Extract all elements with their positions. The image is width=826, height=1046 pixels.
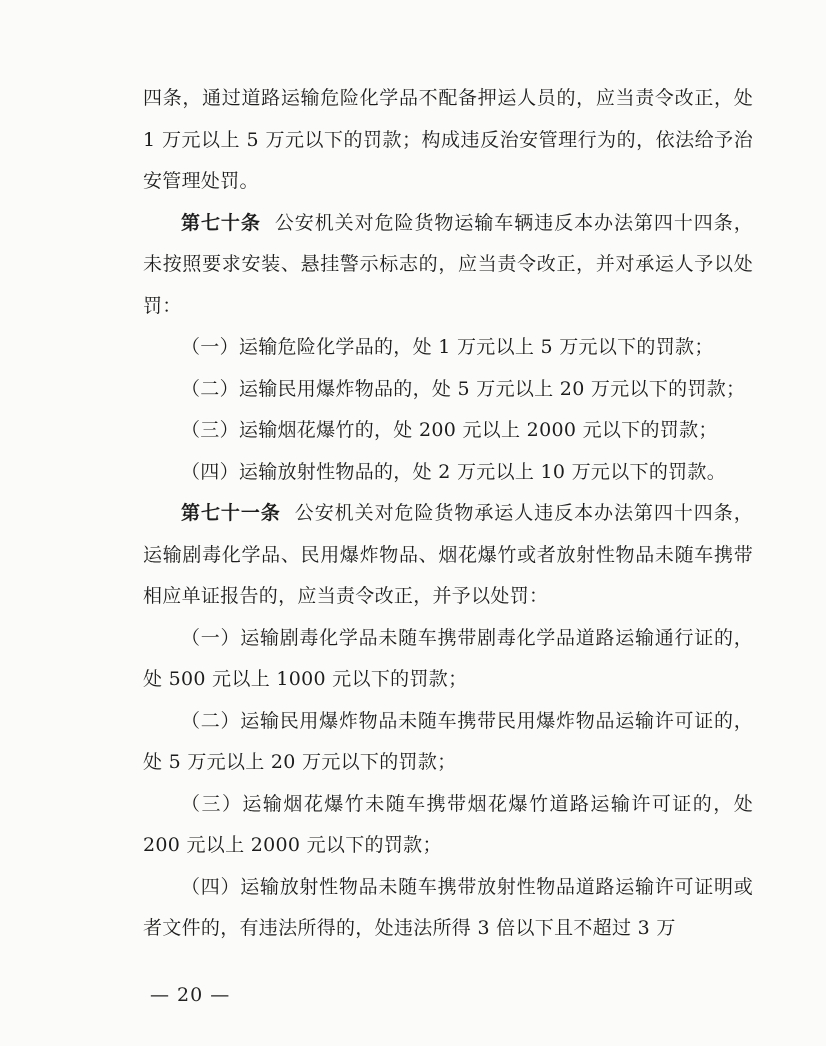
paragraph-text: （四）运输放射性物品的，处 2 万元以上 10 万元以下的罚款。: [181, 460, 727, 483]
paragraph: [143, 369, 753, 411]
paragraph: [143, 327, 753, 369]
paragraph-text: （一）运输危险化学品的，处 1 万元以上 5 万元以下的罚款；: [181, 336, 714, 358]
paragraph: [143, 867, 753, 950]
paragraph-text: （四）运输放射性物品未随车携带放射性物品道路运输许可证明或者文件的，有违法所得的，处违法所得 3 倍以下且不超过 3 万: [143, 875, 753, 939]
paragraph-text: 公安机关对危险货物承运人违反本办法第四十四条，运输剧毒化学品、民用爆炸物品、烟花爆竹或者放射性物品未随车携带相应单证报告的，应当责令改正，并予以处罚：: [143, 502, 753, 607]
paragraph-text: 四条，通过道路运输危险化学品不配备押运人员的，应当责令改正，处 1 万元以上 5 万元以下的罚款；构成违反治安管理行为的，依法给予治安管理处罚。: [143, 87, 753, 192]
paragraph-text: （二）运输民用爆炸物品未随车携带民用爆炸物品运输许可证的，处 5 万元以上 20 万元以下的罚款；: [143, 709, 753, 773]
paragraph: [143, 410, 753, 452]
paragraph: [143, 701, 753, 784]
paragraph-text: （一）运输剧毒化学品未随车携带剧毒化学品道路运输通行证的，处 500 元以上 1000 元以下的罚款；: [143, 626, 753, 690]
paragraph: [143, 203, 753, 328]
page-number: — 20 —: [150, 984, 231, 1006]
paragraph-text: （三）运输烟花爆竹未随车携带烟花爆竹道路运输许可证的，处 200 元以上 2000 元以下的罚款；: [143, 792, 753, 856]
paragraph: [143, 452, 753, 494]
paragraph: [143, 78, 753, 203]
article-number: 第七十条: [181, 211, 261, 234]
body-text: [143, 78, 753, 950]
paragraph: [143, 784, 753, 867]
article-number: 第七十一条: [181, 502, 281, 524]
paragraph: [143, 493, 753, 618]
paragraph: [143, 618, 753, 701]
paragraph-text: （三）运输烟花爆竹的，处 200 元以上 2000 元以下的罚款；: [181, 419, 718, 441]
paragraph-text: （二）运输民用爆炸物品的，处 5 万元以上 20 万元以下的罚款；: [181, 377, 746, 400]
paragraph-text: 公安机关对危险货物运输车辆违反本办法第四十四条，未按照要求安装、悬挂警示标志的，应当责令改正，并对承运人予以处罚：: [143, 211, 754, 317]
